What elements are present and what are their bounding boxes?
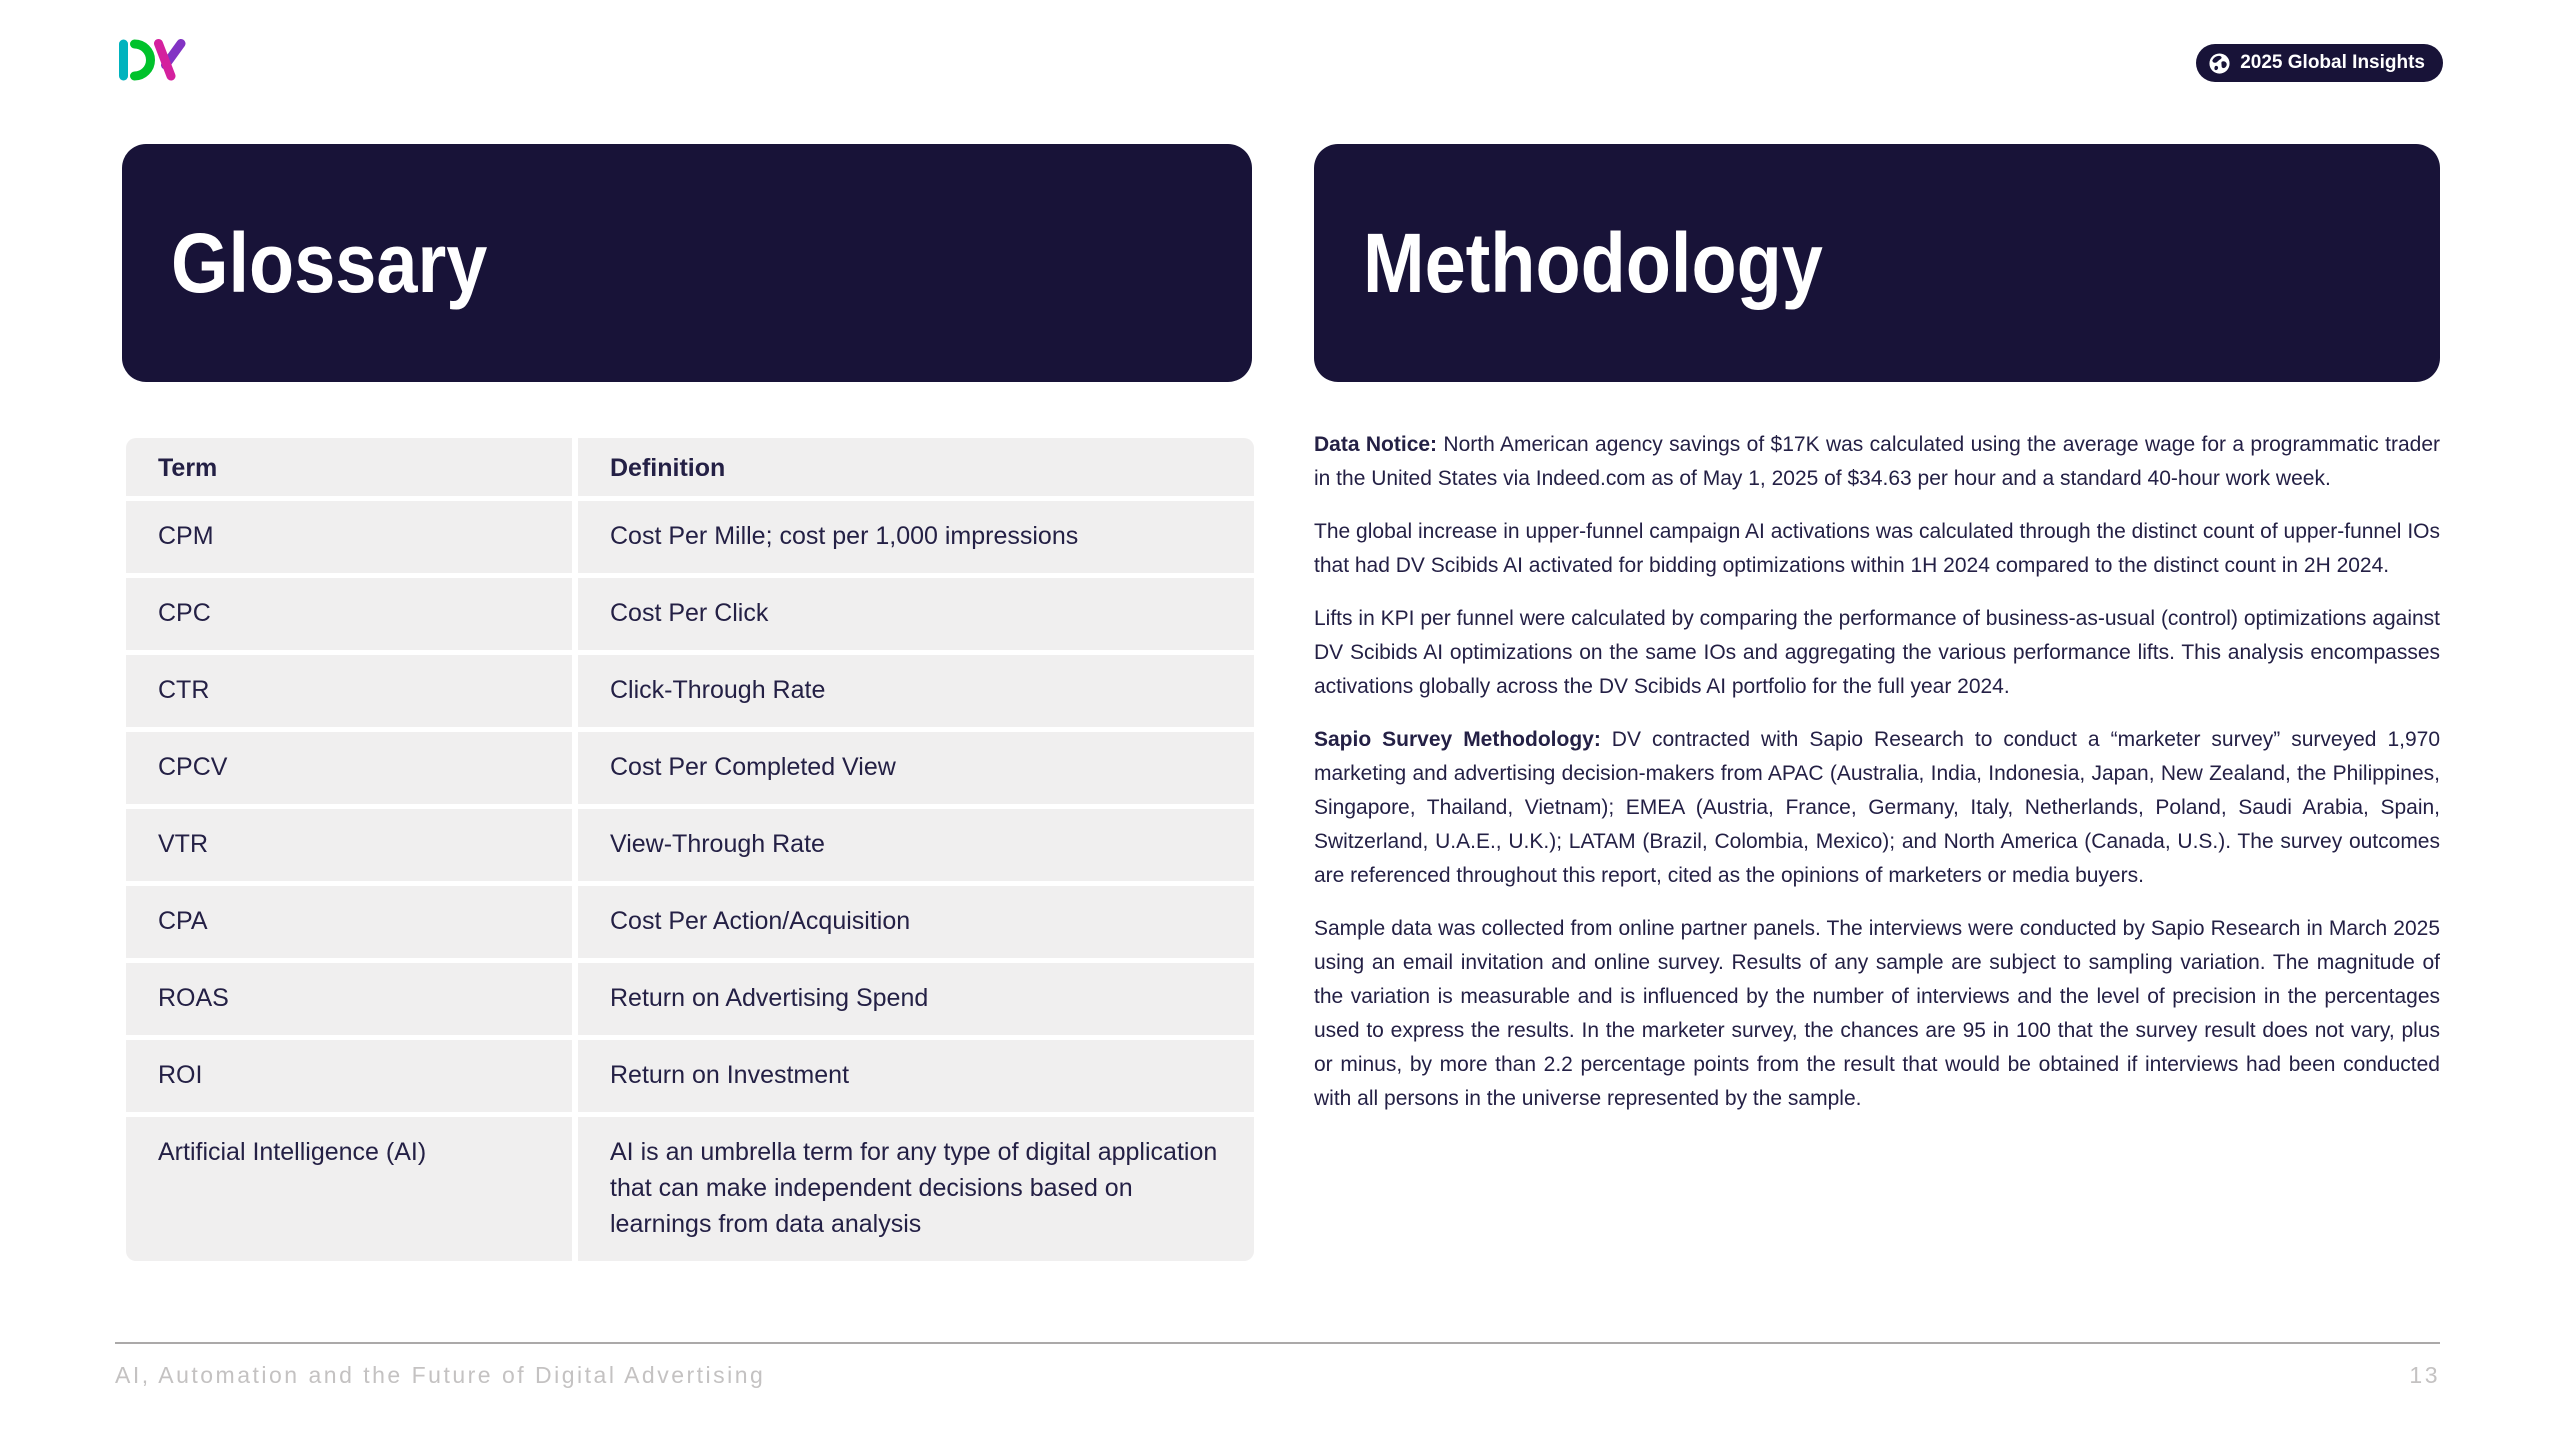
paragraph [1314,602,2440,704]
term-cell: VTR [126,809,572,881]
paragraph-text: Sample data was collected from online partner panels. The interviews were conducted by Sapio Research in March 2025 using an email invitation and online survey. Results of any sample are subject to sampling variation. The magnitude of the variation is measurable and is influenced by the number of interviews and the level of precision in the percentages used to express the results. In the marketer survey, the chances are 95 in 100 that the survey result does not vary, plus or minus, by more than 2.2 percentage points from the result that would be obtained if interviews had been conducted with all persons in the universe represented by the sample. [1314,917,2440,1110]
definition-cell: Cost Per Click [578,578,1254,650]
definition-cell: Cost Per Mille; cost per 1,000 impressions [578,501,1254,573]
paragraph-text: North American agency savings of $17K was calculated using the average wage for a programmatic trader in the United States via Indeed.com as of May 1, 2025 of $34.63 per hour and a standard 40-hour work week. [1314,433,2441,490]
footer [115,1362,2440,1389]
term-cell: CTR [126,655,572,727]
paragraph [1314,428,2440,496]
paragraph-lead: Sapio Survey Methodology: [1314,728,1601,751]
column-header-definition: Definition [578,438,1254,496]
methodology-title: Methodology [1363,215,1823,310]
paragraph [1314,723,2440,893]
methodology-text [1314,428,2440,1135]
term-cell: CPM [126,501,572,573]
paragraph [1314,515,2440,583]
paragraph-lead: Data Notice: [1314,433,1438,456]
term-cell: CPCV [126,732,572,804]
definition-cell: View-Through Rate [578,809,1254,881]
term-cell: ROAS [126,963,572,1035]
dv-logo-icon [118,38,188,82]
term-cell: CPC [126,578,572,650]
glossary-panel [122,144,1252,382]
footer-page-number: 13 [2409,1362,2440,1388]
definition-cell: AI is an umbrella term for any type of digital application that can make independent decisions based on learnings from data analysis [578,1117,1254,1261]
definition-cell: Cost Per Completed View [578,732,1254,804]
definition-cell: Cost Per Action/Acquisition [578,886,1254,958]
global-insights-badge [2196,44,2443,82]
badge-label: 2025 Global Insights [2240,52,2425,73]
term-cell: ROI [126,1040,572,1112]
paragraph-text: DV contracted with Sapio Research to conduct a “marketer survey” surveyed 1,970 marketing and advertising decision-makers from APAC (Australia, India, Indonesia, Japan, New Zealand, the Philippines, Singapore, Thailand, Vietnam); EMEA (Austria, France, Germany, Italy, Netherlands, Poland, Saudi Arabia, Spain, Switzerland, U.A.E., U.K.); LATAM (Brazil, Colombia, Mexico); and North America (Canada, U.S.). The survey outcomes are referenced throughout this report, cited as the opinions of marketers or media buyers. [1314,728,2440,887]
paragraph [1314,912,2440,1116]
definition-cell: Return on Advertising Spend [578,963,1254,1035]
footer-divider [115,1342,2440,1344]
footer-report-title: AI, Automation and the Future of Digital Advertising [115,1362,766,1388]
definition-cell: Click-Through Rate [578,655,1254,727]
term-cell: CPA [126,886,572,958]
globe-icon [2208,52,2231,75]
definition-cell: Return on Investment [578,1040,1254,1112]
methodology-panel [1314,144,2440,382]
term-cell: Artificial Intelligence (AI) [126,1117,572,1261]
paragraph-text: The global increase in upper-funnel campaign AI activations was calculated through the distinct count of upper-funnel IOs that had DV Scibids AI activated for bidding optimizations within 1H 2024 compared to the distinct count in 2H 2024. [1314,520,2440,577]
glossary-table [126,438,1254,1261]
paragraph-text: Lifts in KPI per funnel were calculated by comparing the performance of business-as-usual (control) optimizations against DV Scibids AI optimizations on the same IOs and aggregating the various performance lifts. This analysis encompasses activations globally across the DV Scibids AI portfolio for the full year 2024. [1314,607,2440,698]
column-header-term: Term [126,438,572,496]
glossary-title: Glossary [171,215,488,310]
